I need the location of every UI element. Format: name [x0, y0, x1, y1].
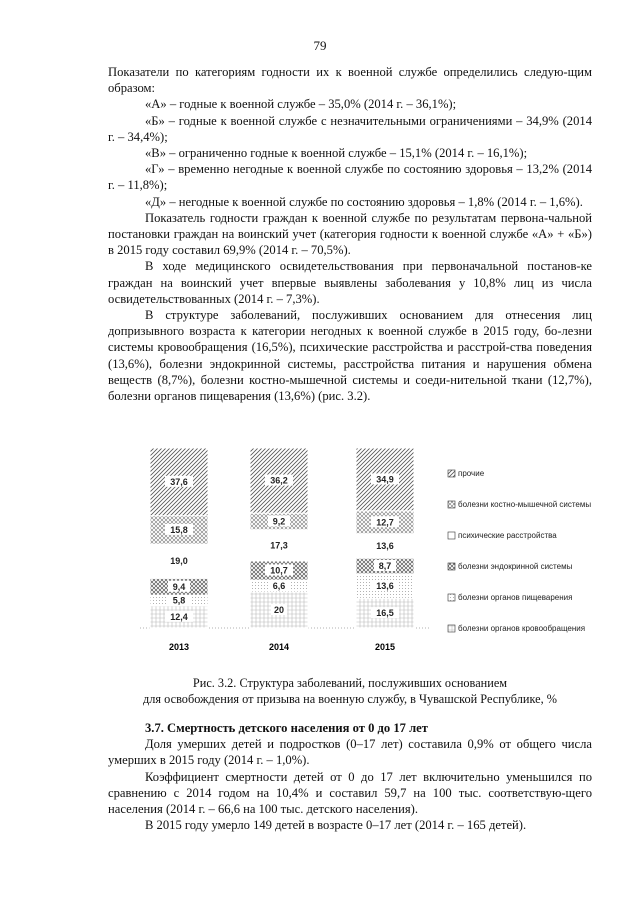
data-label: 8,7	[378, 560, 392, 571]
paragraph: «Б» – годные к военной службе с незначительными ограничениями – 34,9% (2014 г. – 34,4%);	[108, 113, 592, 144]
paragraph: Доля умерших детей и подростков (0–17 лет) составила 0,9% от общего числа умерших в 2015 году (2014 г. – 1,0%).	[108, 737, 592, 768]
paragraph: «В» – ограниченно годные к военной службе – 15,1% (2014 г. – 16,1%);	[145, 146, 528, 161]
data-label: 12,4	[170, 611, 188, 622]
paragraph: Показатели по категориям годности их к военной службе определились следую-щим образом:	[108, 65, 592, 96]
data-label: 9,4	[172, 581, 186, 592]
paragraph: «А» – годные к военной службе – 35,0% (2014 г. – 36,1%);	[145, 97, 457, 112]
stacked-bar-chart	[110, 440, 630, 660]
data-label: 20	[273, 605, 285, 615]
legend-label: прочие	[458, 469, 485, 478]
data-label: 19,0	[170, 556, 188, 567]
paragraph: Коэффициент смертности детей от 0 до 17 лет включительно уменьшился по сравнению с 2014 годом на 10,4% и составил 59,7 на 100 тыс. соответствую-щего населения (2014 г. – 66,6 на 100 тыс. детского населения).	[108, 769, 592, 817]
legend-label: болезни органов пищеварения	[458, 593, 573, 602]
data-label: 12,7	[376, 517, 394, 528]
data-label: 16,5	[376, 608, 394, 619]
x-tick-label: 2014	[268, 642, 290, 652]
x-tick-label: 2015	[374, 642, 396, 652]
data-label: 5,8	[172, 595, 186, 606]
legend-swatch	[448, 594, 455, 601]
data-label: 13,6	[376, 581, 394, 592]
x-tick-label: 2013	[168, 642, 190, 652]
data-label: 36,2	[270, 475, 288, 486]
data-label: 15,8	[170, 524, 188, 535]
data-label: 9,2	[272, 516, 286, 527]
paragraph: Показатель годности граждан к военной службе по результатам первона-чальной постановки граждан на воинский учет (категория годности к военной службе «А» + «Б») в 2015 году составил 69,9% (2014 г. – 70,5%).	[108, 210, 592, 258]
legend-swatch	[448, 470, 455, 477]
section-37	[108, 720, 592, 833]
data-label: 10,7	[270, 565, 288, 576]
data-label: 17,3	[270, 540, 288, 551]
data-label: 6,6	[272, 581, 286, 592]
legend-swatch	[448, 625, 455, 632]
paragraph: «Д» – негодные к военной службе по состоянию здоровья – 1,8% (2014 г. – 1,6%).	[145, 194, 583, 209]
legend-label: болезни эндокринной системы	[458, 562, 573, 571]
legend-swatch	[448, 563, 455, 570]
caption-line: Рис. 3.2. Структура заболеваний, послуживших основанием	[192, 676, 508, 690]
paragraph: В 2015 году умерло 149 детей в возрасте 0–17 лет (2014 г. – 165 детей).	[145, 818, 527, 833]
legend-label: болезни костно-мышечной системы	[458, 500, 592, 509]
data-label: 37,6	[170, 476, 188, 487]
paragraph: В структуре заболеваний, послуживших основанием для отнесения лиц допризывного возраста к категории негодных к военной службе в 2015 году, бо-лезни системы кровообращения (16,5%), психические расстройства и расстрой-ства поведения (13,6%), болезни эндокринной системы, расстройства питания и нарушения обмена веществ (8,7%), болезни костно-мышечной системы и соеди-нительной ткани (12,7%), болезни органов пищеварения (13,6%) (рис. 3.2).	[108, 308, 592, 404]
data-label: 34,9	[376, 474, 394, 485]
page-number: 79	[313, 38, 327, 53]
legend-swatch	[448, 501, 455, 508]
body-text-top	[108, 64, 592, 404]
data-label: 13,6	[376, 540, 394, 551]
chart-svg	[110, 440, 630, 660]
legend-label: психические расстройства	[458, 531, 557, 540]
paragraph: «Г» – временно негодные к военной службе по состоянию здоровья – 13,2% (2014 г. – 11,8%);	[108, 162, 592, 193]
legend-label: болезни органов кровообращения	[458, 624, 586, 633]
paragraph: В ходе медицинского освидетельствования при первоначальной постанов-ке граждан на воинский учет впервые выявлены заболевания у 10,8% лиц из числа освидетельствованных (2014 г. – 7,3%).	[108, 259, 592, 306]
caption-line: для освобождения от призыва на военную службу, в Чувашской Республике, %	[143, 692, 557, 706]
section-heading: 3.7. Смертность детского населения от 0 до 17 лет	[145, 721, 428, 735]
figure-caption	[108, 675, 592, 707]
legend-swatch	[448, 532, 455, 539]
